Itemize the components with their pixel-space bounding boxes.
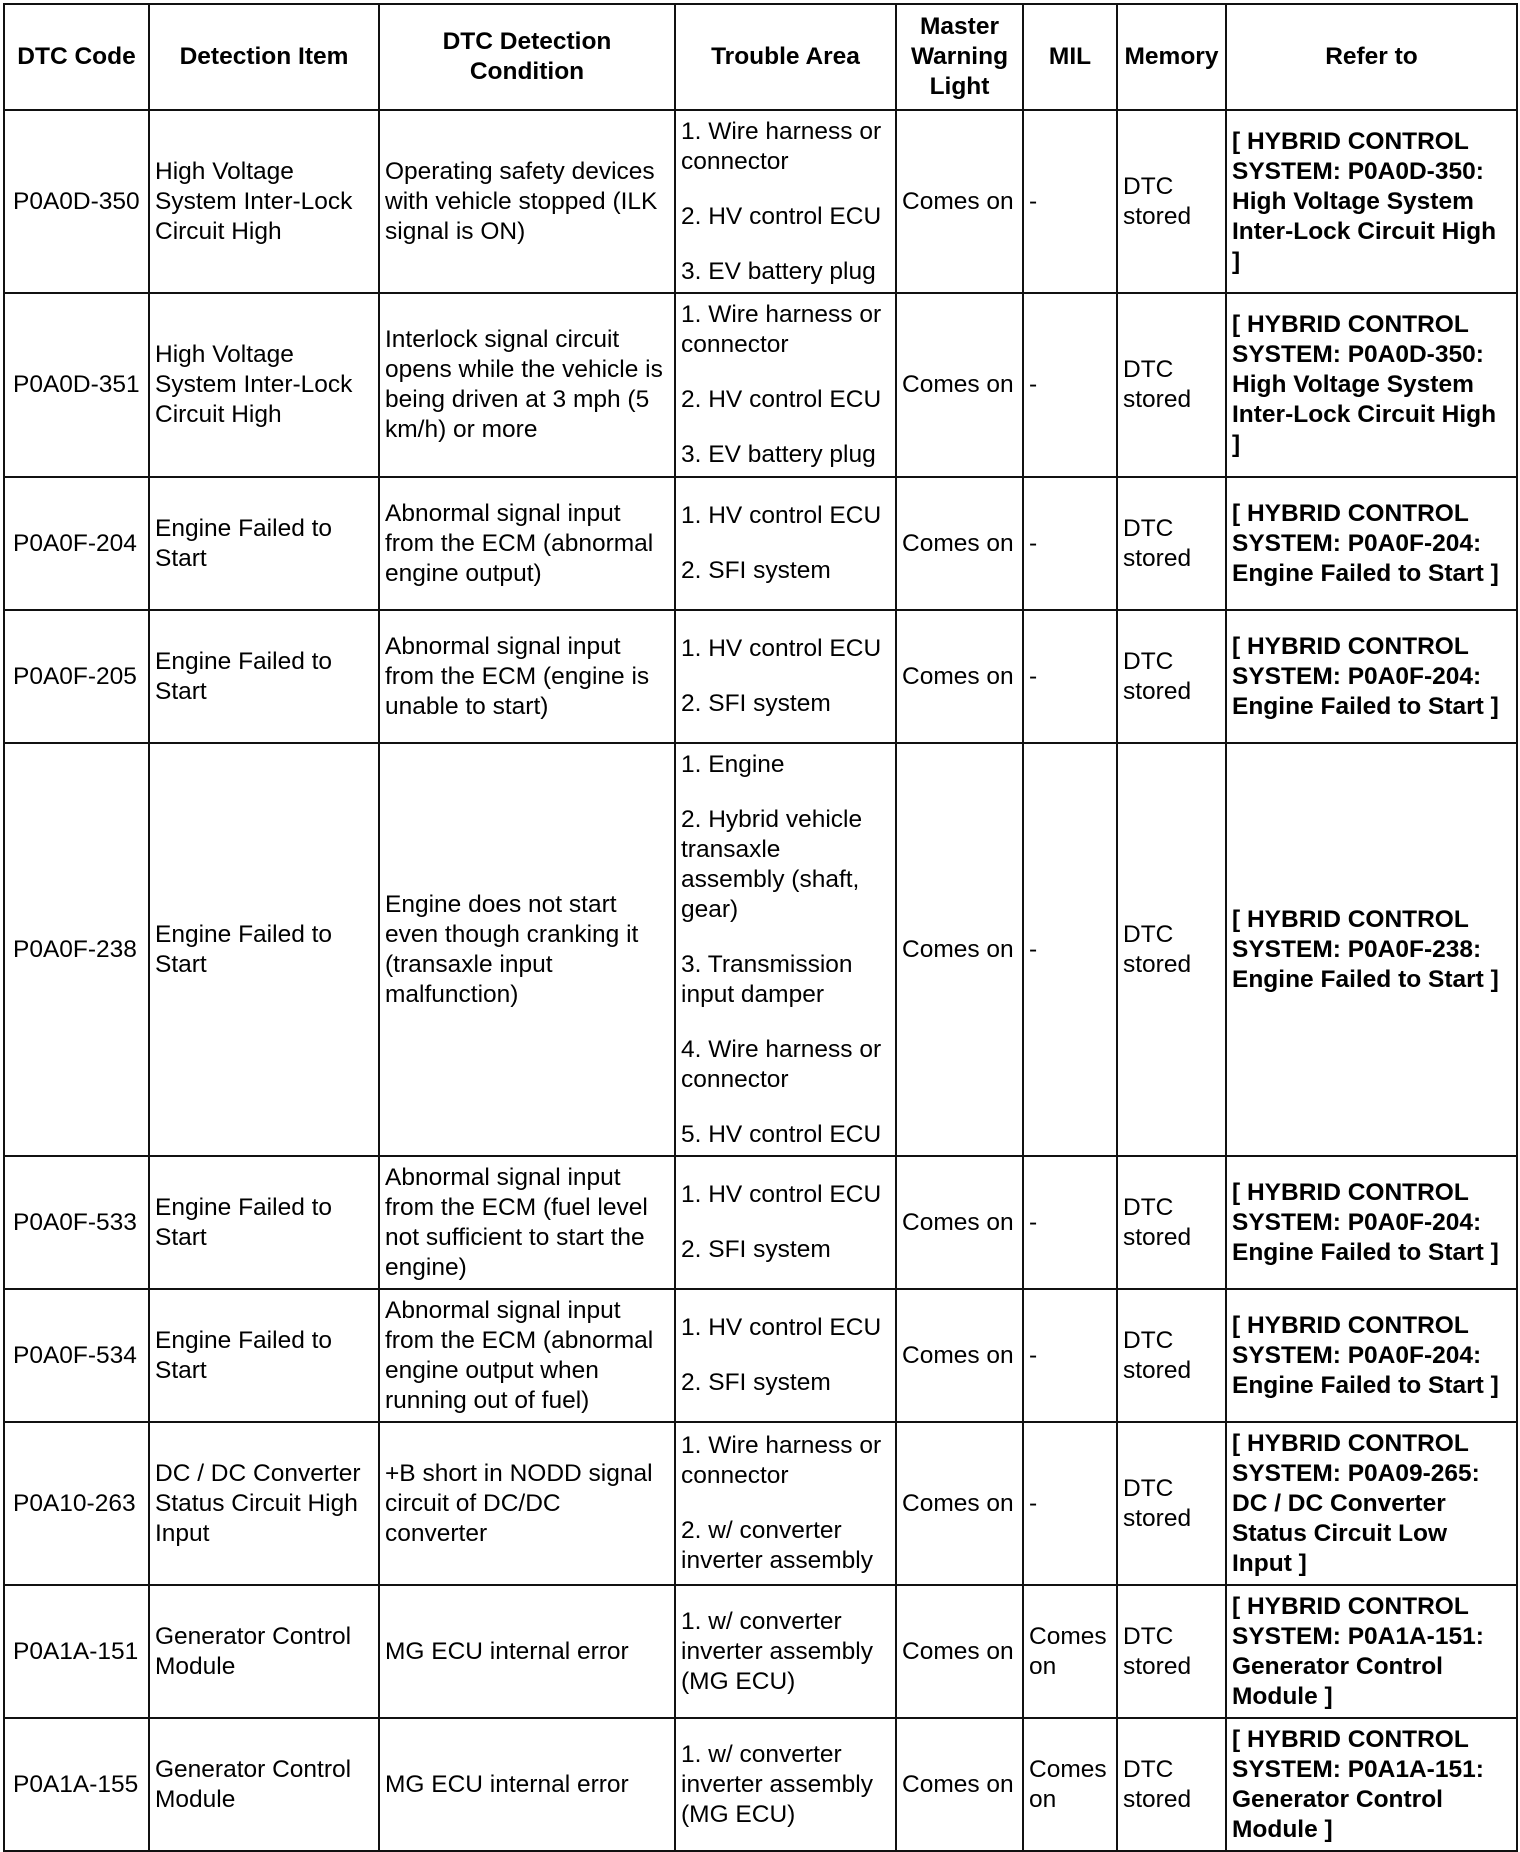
mil-cell: - (1023, 477, 1117, 610)
header-refer-to: Refer to (1226, 4, 1517, 110)
table-row (4, 1718, 1517, 1851)
dtc-code-cell: P0A0F-204 (4, 477, 149, 610)
refer-to-cell: [ HYBRID CONTROL SYSTEM: P0A0F-204: Engine Failed to Start ] (1226, 1156, 1517, 1289)
memory-cell: DTC stored (1117, 1422, 1226, 1585)
header-mil: MIL (1023, 4, 1117, 110)
refer-to-cell: [ HYBRID CONTROL SYSTEM: P0A1A-151: Generator Control Module ] (1226, 1718, 1517, 1851)
detection-item-cell: Generator Control Module (149, 1718, 379, 1851)
trouble-area-cell (675, 110, 896, 293)
mil-cell: - (1023, 610, 1117, 743)
refer-to-cell: [ HYBRID CONTROL SYSTEM: P0A0F-204: Engine Failed to Start ] (1226, 1289, 1517, 1422)
trouble-area-item: 3. Transmission input damper (681, 950, 853, 1008)
detection-item-cell: Engine Failed to Start (149, 477, 379, 610)
trouble-area-item: 5. HV control ECU (681, 1120, 882, 1148)
trouble-area-item: 1. HV control ECU (681, 1314, 882, 1341)
dtc-code-cell: P0A0F-533 (4, 1156, 149, 1289)
detection-condition-cell: Abnormal signal input from the ECM (abnormal engine output when running out of fuel) (379, 1289, 675, 1422)
detection-condition-cell: Abnormal signal input from the ECM (abnormal engine output) (379, 477, 675, 610)
trouble-area-item: 4. Wire harness or connector (681, 1035, 882, 1093)
dtc-code-cell: P0A1A-151 (4, 1585, 149, 1718)
refer-to-cell: [ HYBRID CONTROL SYSTEM: P0A0D-350: High Voltage System Inter-Lock Circuit High ] (1226, 110, 1517, 293)
master-warning-light-cell: Comes on (896, 743, 1023, 1156)
trouble-area-cell (675, 1156, 896, 1289)
master-warning-light-cell: Comes on (896, 477, 1023, 610)
trouble-area-item: 2. w/ converter inverter assembly (681, 1517, 873, 1574)
memory-cell: DTC stored (1117, 1289, 1226, 1422)
trouble-area-item: 2. HV control ECU (681, 386, 882, 413)
table-body (4, 110, 1517, 1851)
memory-cell: DTC stored (1117, 1585, 1226, 1718)
detection-item-cell: Engine Failed to Start (149, 743, 379, 1156)
header-detection-condition: DTC Detection Condition (379, 4, 675, 110)
trouble-area-cell (675, 1718, 896, 1851)
detection-condition-cell: MG ECU internal error (379, 1585, 675, 1718)
dtc-code-cell: P0A0F-534 (4, 1289, 149, 1422)
dtc-code-cell: P0A0F-238 (4, 743, 149, 1156)
trouble-area-cell (675, 1585, 896, 1718)
detection-item-cell: High Voltage System Inter-Lock Circuit High (149, 293, 379, 477)
trouble-area-item: 2. HV control ECU (681, 202, 882, 230)
trouble-area-item: 1. HV control ECU (681, 1181, 882, 1208)
detection-item-cell: Engine Failed to Start (149, 610, 379, 743)
trouble-area-item: 1. HV control ECU (681, 502, 882, 529)
header-dtc-code: DTC Code (4, 4, 149, 110)
detection-condition-cell: MG ECU internal error (379, 1718, 675, 1851)
mil-cell: - (1023, 1289, 1117, 1422)
detection-condition-cell: +B short in NODD signal circuit of DC/DC converter (379, 1422, 675, 1585)
refer-to-cell: [ HYBRID CONTROL SYSTEM: P0A09-265: DC / DC Converter Status Circuit Low Input ] (1226, 1422, 1517, 1585)
detection-condition-cell: Abnormal signal input from the ECM (engine is unable to start) (379, 610, 675, 743)
detection-condition-cell: Abnormal signal input from the ECM (fuel level not sufficient to start the engine) (379, 1156, 675, 1289)
trouble-area-item: 1. Engine (681, 750, 785, 778)
table-row (4, 1422, 1517, 1585)
refer-to-cell: [ HYBRID CONTROL SYSTEM: P0A1A-151: Generator Control Module ] (1226, 1585, 1517, 1718)
detection-item-cell: High Voltage System Inter-Lock Circuit High (149, 110, 379, 293)
dtc-code-cell: P0A0D-350 (4, 110, 149, 293)
memory-cell: DTC stored (1117, 477, 1226, 610)
trouble-area-item: 2. SFI system (681, 690, 831, 717)
dtc-table (3, 3, 1518, 1852)
trouble-area-item: 1. HV control ECU (681, 635, 882, 662)
dtc-code-cell: P0A0F-205 (4, 610, 149, 743)
mil-cell: - (1023, 743, 1117, 1156)
trouble-area-item: 2. Hybrid vehicle transaxle assembly (shaft, gear) (681, 805, 863, 923)
detection-condition-cell: Operating safety devices with vehicle stopped (ILK signal is ON) (379, 110, 675, 293)
memory-cell: DTC stored (1117, 1718, 1226, 1851)
detection-item-cell: Generator Control Module (149, 1585, 379, 1718)
header-memory: Memory (1117, 4, 1226, 110)
header-master-warning-light: Master Warning Light (896, 4, 1023, 110)
trouble-area-cell (675, 1422, 896, 1585)
mil-cell: - (1023, 293, 1117, 477)
trouble-area-item: 2. SFI system (681, 1369, 831, 1396)
trouble-area-item: 1. w/ converter inverter assembly (MG ECU) (681, 1607, 873, 1695)
memory-cell: DTC stored (1117, 293, 1226, 477)
master-warning-light-cell: Comes on (896, 610, 1023, 743)
dtc-code-cell: P0A0D-351 (4, 293, 149, 477)
trouble-area-item: 1. Wire harness or connector (681, 301, 882, 358)
trouble-area-item: 2. SFI system (681, 1236, 831, 1263)
detection-item-cell: Engine Failed to Start (149, 1289, 379, 1422)
trouble-area-item: 3. EV battery plug (681, 441, 876, 468)
refer-to-cell: [ HYBRID CONTROL SYSTEM: P0A0F-204: Engine Failed to Start ] (1226, 610, 1517, 743)
table-row (4, 1585, 1517, 1718)
memory-cell: DTC stored (1117, 610, 1226, 743)
trouble-area-item: 1. Wire harness or connector (681, 117, 882, 175)
dtc-code-cell: P0A10-263 (4, 1422, 149, 1585)
detection-item-cell: DC / DC Converter Status Circuit High Input (149, 1422, 379, 1585)
memory-cell: DTC stored (1117, 1156, 1226, 1289)
trouble-area-item: 1. Wire harness or connector (681, 1432, 882, 1489)
master-warning-light-cell: Comes on (896, 1156, 1023, 1289)
trouble-area-item: 3. EV battery plug (681, 257, 876, 285)
trouble-area-item: 1. w/ converter inverter assembly (MG ECU) (681, 1740, 873, 1828)
detection-condition-cell: Interlock signal circuit opens while the vehicle is being driven at 3 mph (5 km/h) or more (379, 293, 675, 477)
mil-cell: Comes on (1023, 1585, 1117, 1718)
master-warning-light-cell: Comes on (896, 110, 1023, 293)
memory-cell: DTC stored (1117, 110, 1226, 293)
table-row (4, 610, 1517, 743)
master-warning-light-cell: Comes on (896, 1585, 1023, 1718)
dtc-code-cell: P0A1A-155 (4, 1718, 149, 1851)
refer-to-cell: [ HYBRID CONTROL SYSTEM: P0A0F-238: Engine Failed to Start ] (1226, 743, 1517, 1156)
table-row (4, 1289, 1517, 1422)
mil-cell: Comes on (1023, 1718, 1117, 1851)
mil-cell: - (1023, 1156, 1117, 1289)
trouble-area-cell (675, 610, 896, 743)
table-row (4, 110, 1517, 293)
detection-item-cell: Engine Failed to Start (149, 1156, 379, 1289)
master-warning-light-cell: Comes on (896, 1289, 1023, 1422)
header-detection-item: Detection Item (149, 4, 379, 110)
trouble-area-cell (675, 743, 896, 1156)
detection-condition-cell: Engine does not start even though cranking it (transaxle input malfunction) (379, 743, 675, 1156)
master-warning-light-cell: Comes on (896, 293, 1023, 477)
refer-to-cell: [ HYBRID CONTROL SYSTEM: P0A0F-204: Engine Failed to Start ] (1226, 477, 1517, 610)
table-row (4, 743, 1517, 1156)
mil-cell: - (1023, 110, 1117, 293)
mil-cell: - (1023, 1422, 1117, 1585)
table-row (4, 477, 1517, 610)
memory-cell: DTC stored (1117, 743, 1226, 1156)
trouble-area-cell (675, 477, 896, 610)
refer-to-cell: [ HYBRID CONTROL SYSTEM: P0A0D-350: High Voltage System Inter-Lock Circuit High ] (1226, 293, 1517, 477)
table-row (4, 293, 1517, 477)
trouble-area-cell (675, 293, 896, 477)
header-row (4, 4, 1517, 110)
trouble-area-item: 2. SFI system (681, 557, 831, 584)
table-row (4, 1156, 1517, 1289)
trouble-area-cell (675, 1289, 896, 1422)
header-trouble-area: Trouble Area (675, 4, 896, 110)
master-warning-light-cell: Comes on (896, 1718, 1023, 1851)
master-warning-light-cell: Comes on (896, 1422, 1023, 1585)
